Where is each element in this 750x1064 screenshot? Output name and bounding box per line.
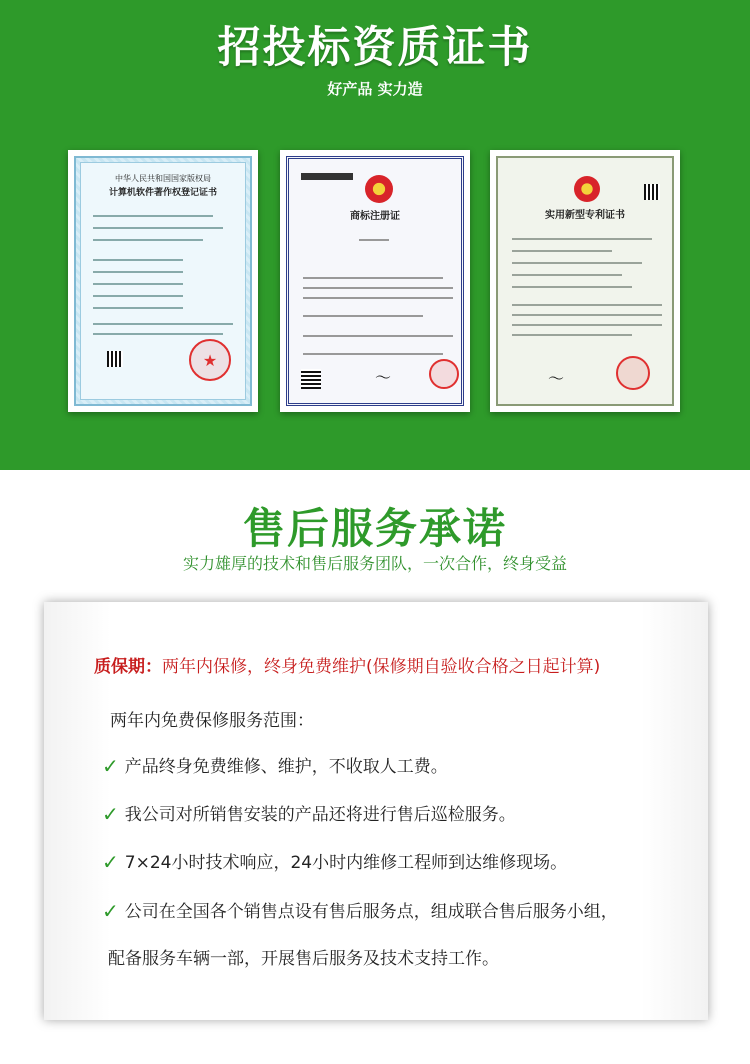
check-icon: ✓ [102, 850, 119, 874]
list-item [102, 897, 618, 923]
list-item [102, 752, 448, 778]
text-line [512, 334, 632, 336]
list-item-text: 公司在全国各个销售点设有售后服务点，组成联合售后服务小组， [124, 902, 618, 922]
certificate-software-copyright [68, 150, 258, 412]
signature-icon: 〜 [375, 368, 392, 387]
list-item [102, 800, 516, 826]
text-line [512, 314, 662, 316]
scope-title: 两年内免费保修服务范围： [110, 711, 314, 731]
text-line [303, 353, 443, 355]
certificate-issuer: 中华人民共和国国家版权局 [115, 174, 211, 183]
text-line [93, 323, 233, 325]
text-line [512, 286, 632, 288]
text-line [93, 239, 203, 241]
warranty-line [94, 652, 694, 677]
qr-code-icon [644, 184, 660, 200]
text-line [512, 262, 642, 264]
qr-code-icon [301, 369, 321, 389]
list-item-continuation: 配备服务车辆一部，开展售后服务及技术支持工作。 [108, 949, 499, 969]
text-line [93, 227, 223, 229]
text-line [512, 304, 662, 306]
certificate-border [496, 156, 674, 406]
check-icon: ✓ [102, 802, 119, 826]
text-line [303, 335, 453, 337]
check-icon: ✓ [102, 754, 119, 778]
text-line [93, 215, 213, 217]
certificate-border [286, 156, 464, 406]
certificate-trademark [280, 150, 470, 412]
banner-subtitle: 好产品 实力造 [327, 80, 423, 98]
service-commitment-card [44, 602, 708, 1020]
certificate-title: 商标注册证 [350, 211, 400, 222]
text-line [512, 324, 662, 326]
logo-icon [301, 173, 353, 180]
text-line [303, 297, 453, 299]
qr-code-icon [107, 351, 123, 367]
official-seal-icon: ★ [189, 339, 231, 381]
certificates-banner [0, 0, 750, 470]
national-emblem-icon [365, 175, 393, 203]
text-line [303, 287, 453, 289]
certificate-title: 计算机软件著作权登记证书 [108, 188, 217, 198]
national-emblem-icon [574, 176, 600, 202]
service-title: 售后服务承诺 [242, 504, 507, 553]
text-line [303, 277, 443, 279]
text-line [359, 239, 389, 241]
official-seal-icon [429, 359, 459, 389]
banner-title: 招投标资质证书 [217, 23, 533, 73]
list-item-text: 我公司对所销售安装的产品还将进行售后巡检服务。 [124, 805, 516, 825]
text-line [512, 250, 612, 252]
certificate-body [80, 162, 246, 400]
text-line [512, 274, 622, 276]
text-line [93, 333, 223, 335]
official-seal-icon [616, 356, 650, 390]
service-subtitle: 实力雄厚的技术和售后服务团队，一次合作，终身受益 [182, 554, 567, 573]
text-line [93, 271, 183, 273]
text-line [93, 283, 183, 285]
warranty-text: 两年内保修，终身免费维护(保修期自验收合格之日起计算) [162, 657, 601, 677]
warranty-label: 质保期： [94, 657, 162, 677]
check-icon: ✓ [102, 899, 119, 923]
text-line [93, 295, 183, 297]
certificate-utility-patent [490, 150, 680, 412]
list-item-text: 7×24小时技术响应，24小时内维修工程师到达维修现场。 [124, 853, 568, 873]
signature-icon: 〜 [548, 369, 565, 388]
text-line [93, 259, 183, 261]
list-item [102, 848, 567, 874]
text-line [93, 307, 183, 309]
text-line [512, 238, 652, 240]
text-line [303, 315, 423, 317]
certificate-title: 实用新型专利证书 [545, 210, 625, 221]
list-item-text: 产品终身免费维修、维护，不收取人工费。 [124, 757, 448, 777]
